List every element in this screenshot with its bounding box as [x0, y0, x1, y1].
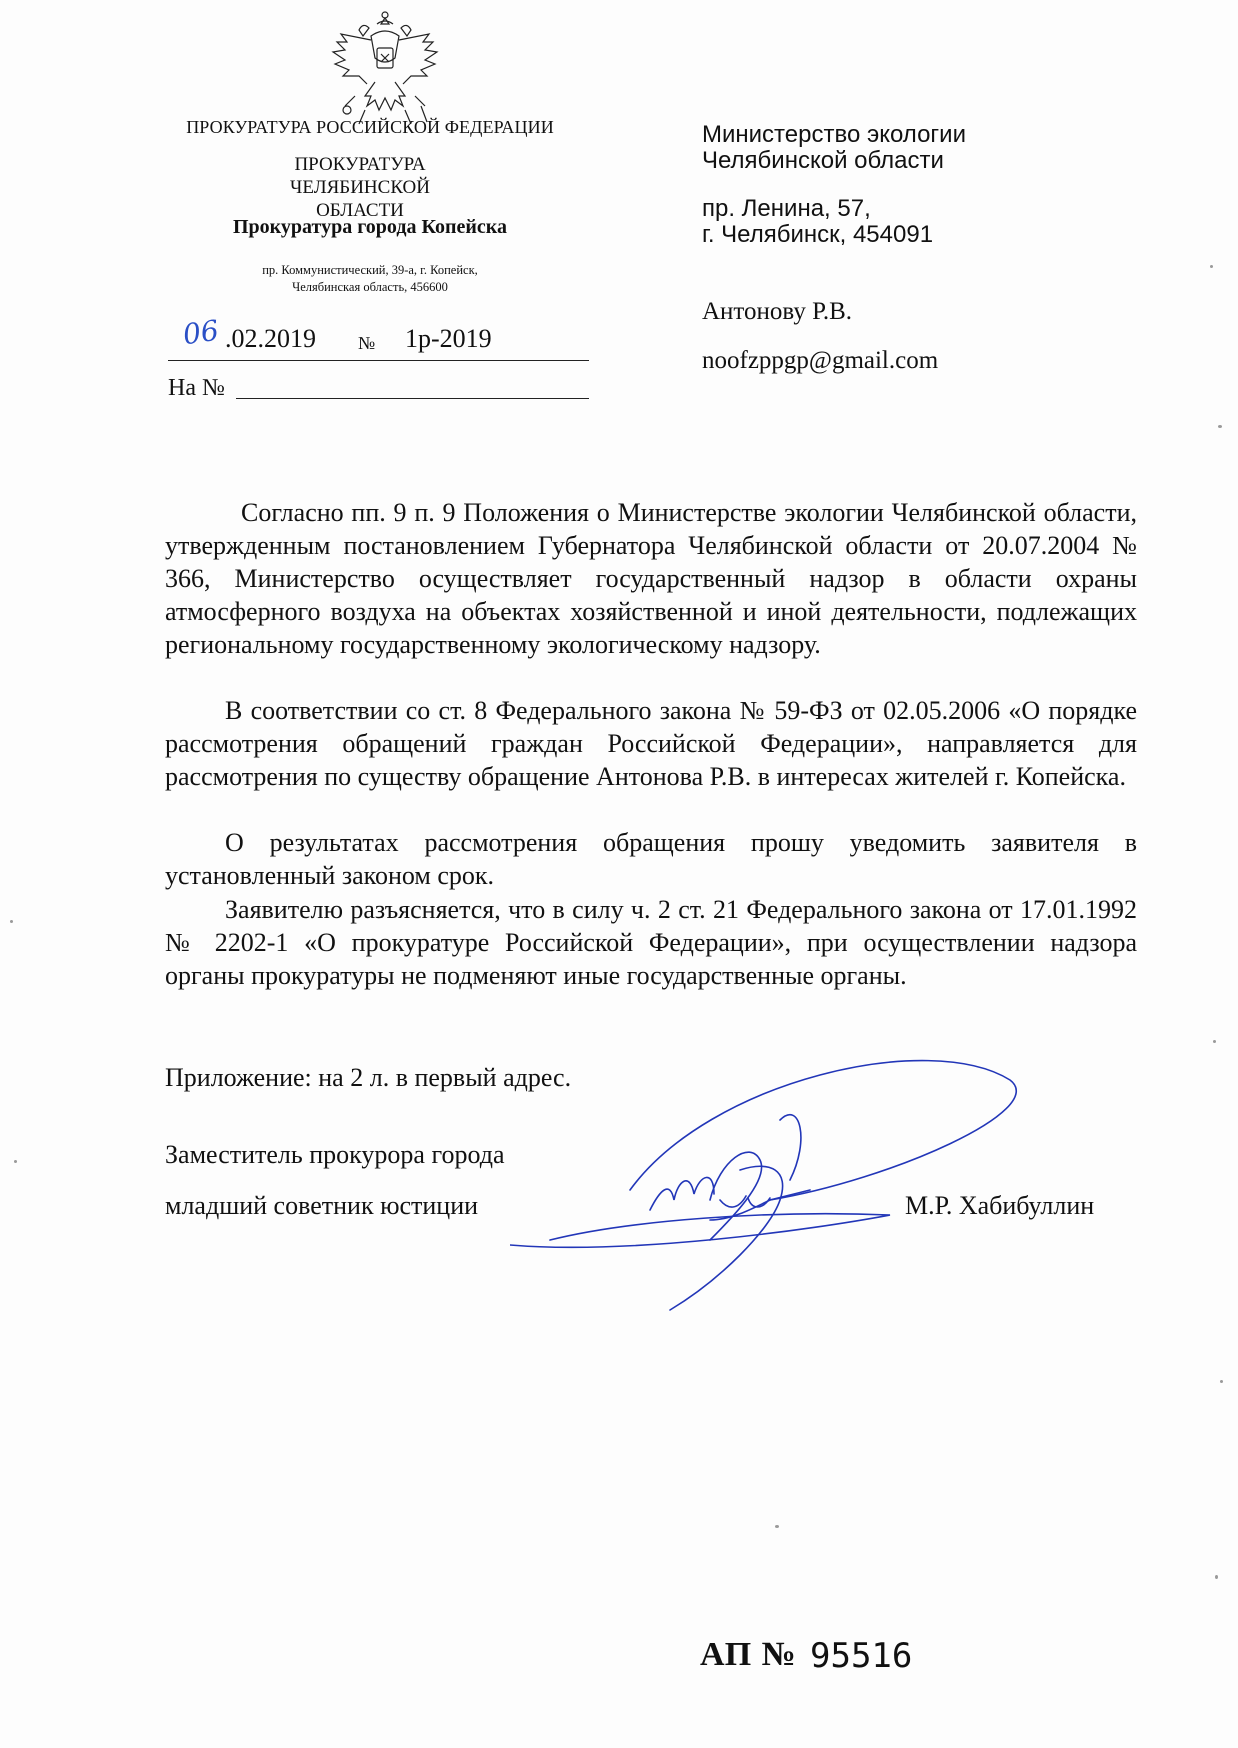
attachment-note: Приложение: на 2 л. в первый адрес. [165, 1063, 572, 1092]
issuer-regional-office [250, 153, 470, 222]
scan-speck [1215, 1575, 1218, 1579]
scan-speck [775, 1525, 779, 1528]
reference-label: На № [168, 375, 225, 401]
recipient-email: noofzppgp@gmail.com [702, 347, 939, 374]
scan-speck [14, 1160, 17, 1163]
date-underline [168, 360, 589, 361]
recipient-name: Антонову Р.В. [702, 298, 853, 325]
registration-number: 1р-2019 [405, 324, 492, 353]
handwritten-day: 06 [180, 313, 221, 352]
recipient-org-line1: Министерство экологии [702, 121, 966, 148]
issuer-address-line1: пр. Коммунистический, 39-а, г. Копейск, [262, 263, 478, 277]
issuer-regional-line2: ЧЕЛЯБИНСКОЙ ОБЛАСТИ [290, 177, 430, 221]
issuer-address [200, 262, 540, 296]
recipient-address-line1: пр. Ленина, 57, [702, 195, 871, 222]
scan-speck [1210, 265, 1213, 268]
number-sign: № [358, 333, 376, 353]
serial-label: АП № [700, 1636, 797, 1673]
scan-speck [1218, 425, 1222, 428]
signatory-position-line1: Заместитель прокурора города [165, 1140, 505, 1169]
scan-speck [10, 920, 13, 923]
scan-speck [1213, 1040, 1216, 1043]
issuer-city-office: Прокуратура города Копейска [233, 216, 507, 238]
issuer-regional-line1: ПРОКУРАТУРА [294, 154, 426, 175]
serial-number: 95516 [810, 1636, 913, 1676]
body-paragraph-4: Заявителю разъясняется, что в силу ч. 2 ст. 21 Федерального закона от 17.01.1992 № 2202-1 «О прокуратуре Российской Федерации», при осуществлении надзора органы прокуратуры не подменяют иные государственные органы. [165, 895, 1137, 990]
signatory-position-line2: младший советник юстиции [165, 1191, 479, 1220]
handwritten-signature [510, 1040, 1030, 1340]
recipient-address-line2: г. Челябинск, 454091 [702, 221, 934, 248]
double-headed-eagle-icon [325, 10, 445, 128]
recipient-org-line2: Челябинской области [702, 147, 944, 174]
body-paragraph-3: О результатах рассмотрения обращения прошу уведомить заявителя в установленный законом срок. [165, 828, 1137, 890]
scan-speck [1220, 1380, 1223, 1383]
issuer-address-line2: Челябинская область, 456600 [292, 280, 448, 294]
signatory-name: М.Р. Хабибуллин [905, 1191, 1095, 1220]
letter-date: .02.2019 [225, 324, 316, 353]
body-paragraph-1: Согласно пп. 9 п. 9 Положения о Министерстве экологии Челябинской области, утвержденным постановлением Губернатора Челябинской области от 20.07.2004 № 366, Министерство осуществляет государственный надзор в области охраны атмосферного воздуха на объектах хозяйственной и иной деятельности, подлежащих региональному государственному экологическому надзору. [165, 498, 1137, 659]
reference-underline [236, 398, 589, 399]
body-paragraph-2: В соответствии со ст. 8 Федерального закона № 59-ФЗ от 02.05.2006 «О порядке рассмотрения обращений граждан Российской Федерации», направляется для рассмотрения по существу обращение Антонова Р.В. в интересах жителей г. Копейска. [165, 696, 1137, 791]
issuer-header: ПРОКУРАТУРА РОССИЙСКОЙ ФЕДЕРАЦИИ [186, 117, 554, 137]
